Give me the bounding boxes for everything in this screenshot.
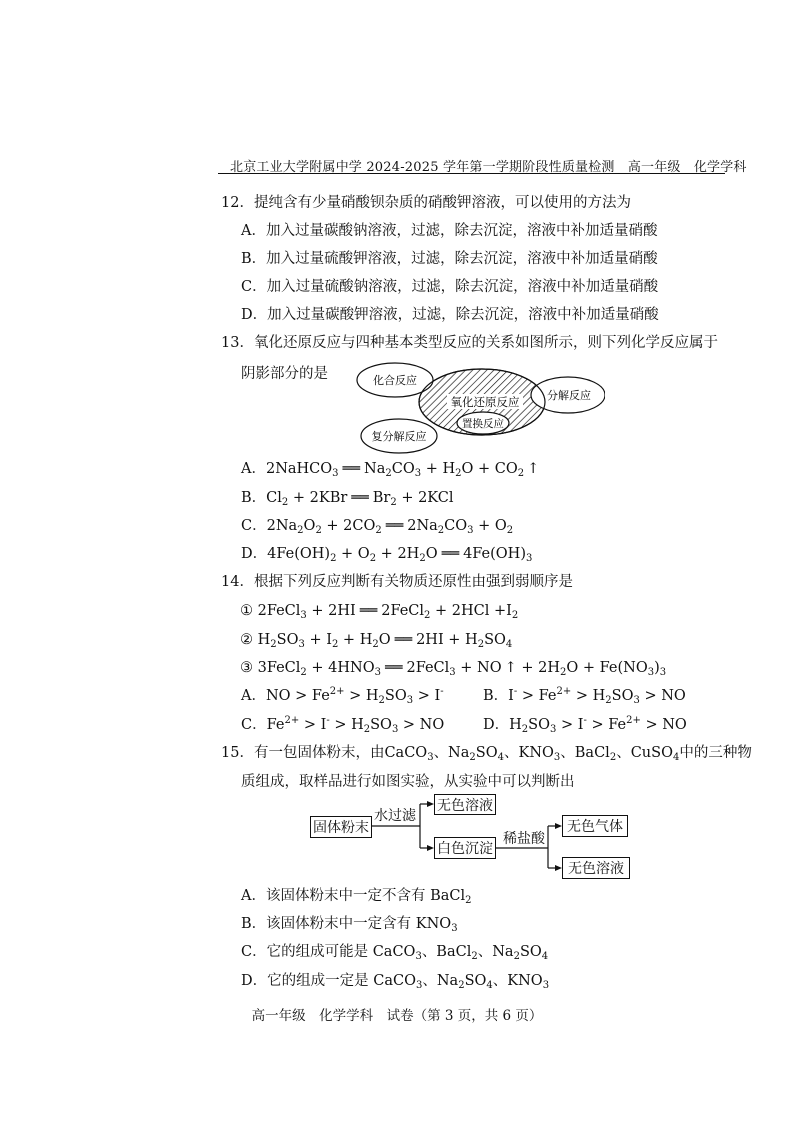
q14-reaction-1: ① 2FeCl$_3$ + 2HI ══ 2FeCl$_2$ + $2HCl +I_2$: [240, 603, 519, 621]
q14-stem: 14．根据下列反应判断有关物质还原性由强到弱顺序是: [221, 574, 573, 590]
flow-colorless-solution-1-box: 无色溶液: [434, 794, 496, 815]
q15-option-a: A．该固体粉末中一定不含有 BaCl$_2$: [241, 888, 472, 906]
q12-option-c: C．加入过量硫酸钠溶液，过滤，除去沉淀，溶液中补加适量硝酸: [241, 279, 659, 295]
page-footer: 高一年级 化学学科 试卷（第 3 页，共 6 页）: [251, 1008, 543, 1024]
q14-option-d: D．$H_2SO_3 > I^- > Fe^{2+}$ > NO: [483, 715, 687, 735]
q14-reaction-2: ② $H_2SO_3 + I_2 + H_2O$ ══ $2HI + H_2SO_4$: [240, 632, 513, 650]
flow-colorless-gas-box: 无色气体: [562, 815, 628, 837]
header-rule: [218, 173, 725, 174]
q13-option-a: A．2NaHCO$_3$ ══ $Na_2CO_3 + H_2O + CO_2$ ↑: [241, 461, 540, 479]
q13-option-c: C．$2Na_2O_2 + 2CO_2$ ══ $2Na_2CO_3 + O_2$: [241, 518, 514, 536]
flow-white-precipitate-box: 白色沉淀: [434, 837, 496, 859]
q12-option-a: A．加入过量碳酸钠溶液，过滤，除去沉淀，溶液中补加适量硝酸: [241, 223, 658, 239]
q15-option-c: C．它的组成可能是 CaCO$_3$、BaCl$_2$、$Na_2SO_4$: [241, 944, 549, 962]
decomposition-label: 分解反应: [547, 389, 591, 402]
q15-stem-line1: 15．有一包固体粉末，由CaCO$_3$、$Na_2SO_4$、$KNO_3$、BaCl$_2$、CuSO$_4$中的三种物: [221, 745, 752, 763]
q15-stem-line2: 质组成，取样品进行如图实验，从实验中可以判断出: [241, 774, 575, 790]
q14-option-a: A．NO > $Fe^{2+} > H_2SO_3 > I^-$: [241, 686, 444, 706]
reaction-type-venn-diagram: [355, 360, 605, 455]
gas-arrow-icon: ↑: [527, 461, 540, 477]
q15-option-b: B．该固体粉末中一定含有 $KNO_3$: [241, 916, 458, 934]
q12-option-b: B．加入过量硫酸钾溶液，过滤，除去沉淀，溶液中补加适量硝酸: [241, 251, 658, 267]
combination-label: 化合反应: [373, 374, 417, 387]
q13-stem-line1: 13．氧化还原反应与四种基本类型反应的关系如图所示，则下列化学反应属于: [221, 335, 718, 351]
double-decomposition-label: 复分解反应: [371, 430, 427, 443]
q12-stem: 12．提纯含有少量硝酸钡杂质的硝酸钾溶液，可以使用的方法为: [221, 195, 631, 211]
q14-option-b: B．$I^- > Fe^{2+} > H_2SO_3$ > NO: [483, 686, 686, 706]
q14-reaction-3: ③ 3FeCl$_2$ + $4HNO_3$ ══ 2FeCl$_3$ + NO ↑ + $2H_2O + Fe(NO_3)_3$: [240, 660, 667, 678]
q13-option-d: D．$4Fe(OH)_2 + O_2 + 2H_2O$ ══ $4Fe(OH)_3$: [241, 546, 533, 564]
q12-option-d: D．加入过量碳酸钾溶液，过滤，除去沉淀，溶液中补加适量硝酸: [241, 307, 659, 323]
flow-colorless-solution-2-box: 无色溶液: [562, 857, 630, 879]
redox-label: 氧化还原反应: [450, 395, 520, 409]
flow-solid-powder-box: 固体粉末: [310, 816, 372, 838]
q13-option-b: B．$Cl_2 + 2KBr$ ══ $Br_2 + 2KCl$: [241, 490, 454, 508]
q15-option-d: D．它的组成一定是 CaCO$_3$、$Na_2SO_4$、$KNO_3$: [241, 973, 550, 991]
q14-option-c: C．$Fe^{2+} > I^- > H_2SO_3$ > NO: [241, 715, 445, 735]
q13-stem-line2: 阴影部分的是: [241, 366, 328, 382]
flow-dilute-hcl-label: 稀盐酸: [503, 831, 545, 847]
page-header: 北京工业大学附属中学 2024-2025 学年第一学期阶段性质量检测 高一年级 化学学科: [230, 160, 747, 175]
flow-water-filter-label: 水过滤: [374, 808, 416, 824]
displacement-label: 置换反应: [462, 418, 504, 430]
